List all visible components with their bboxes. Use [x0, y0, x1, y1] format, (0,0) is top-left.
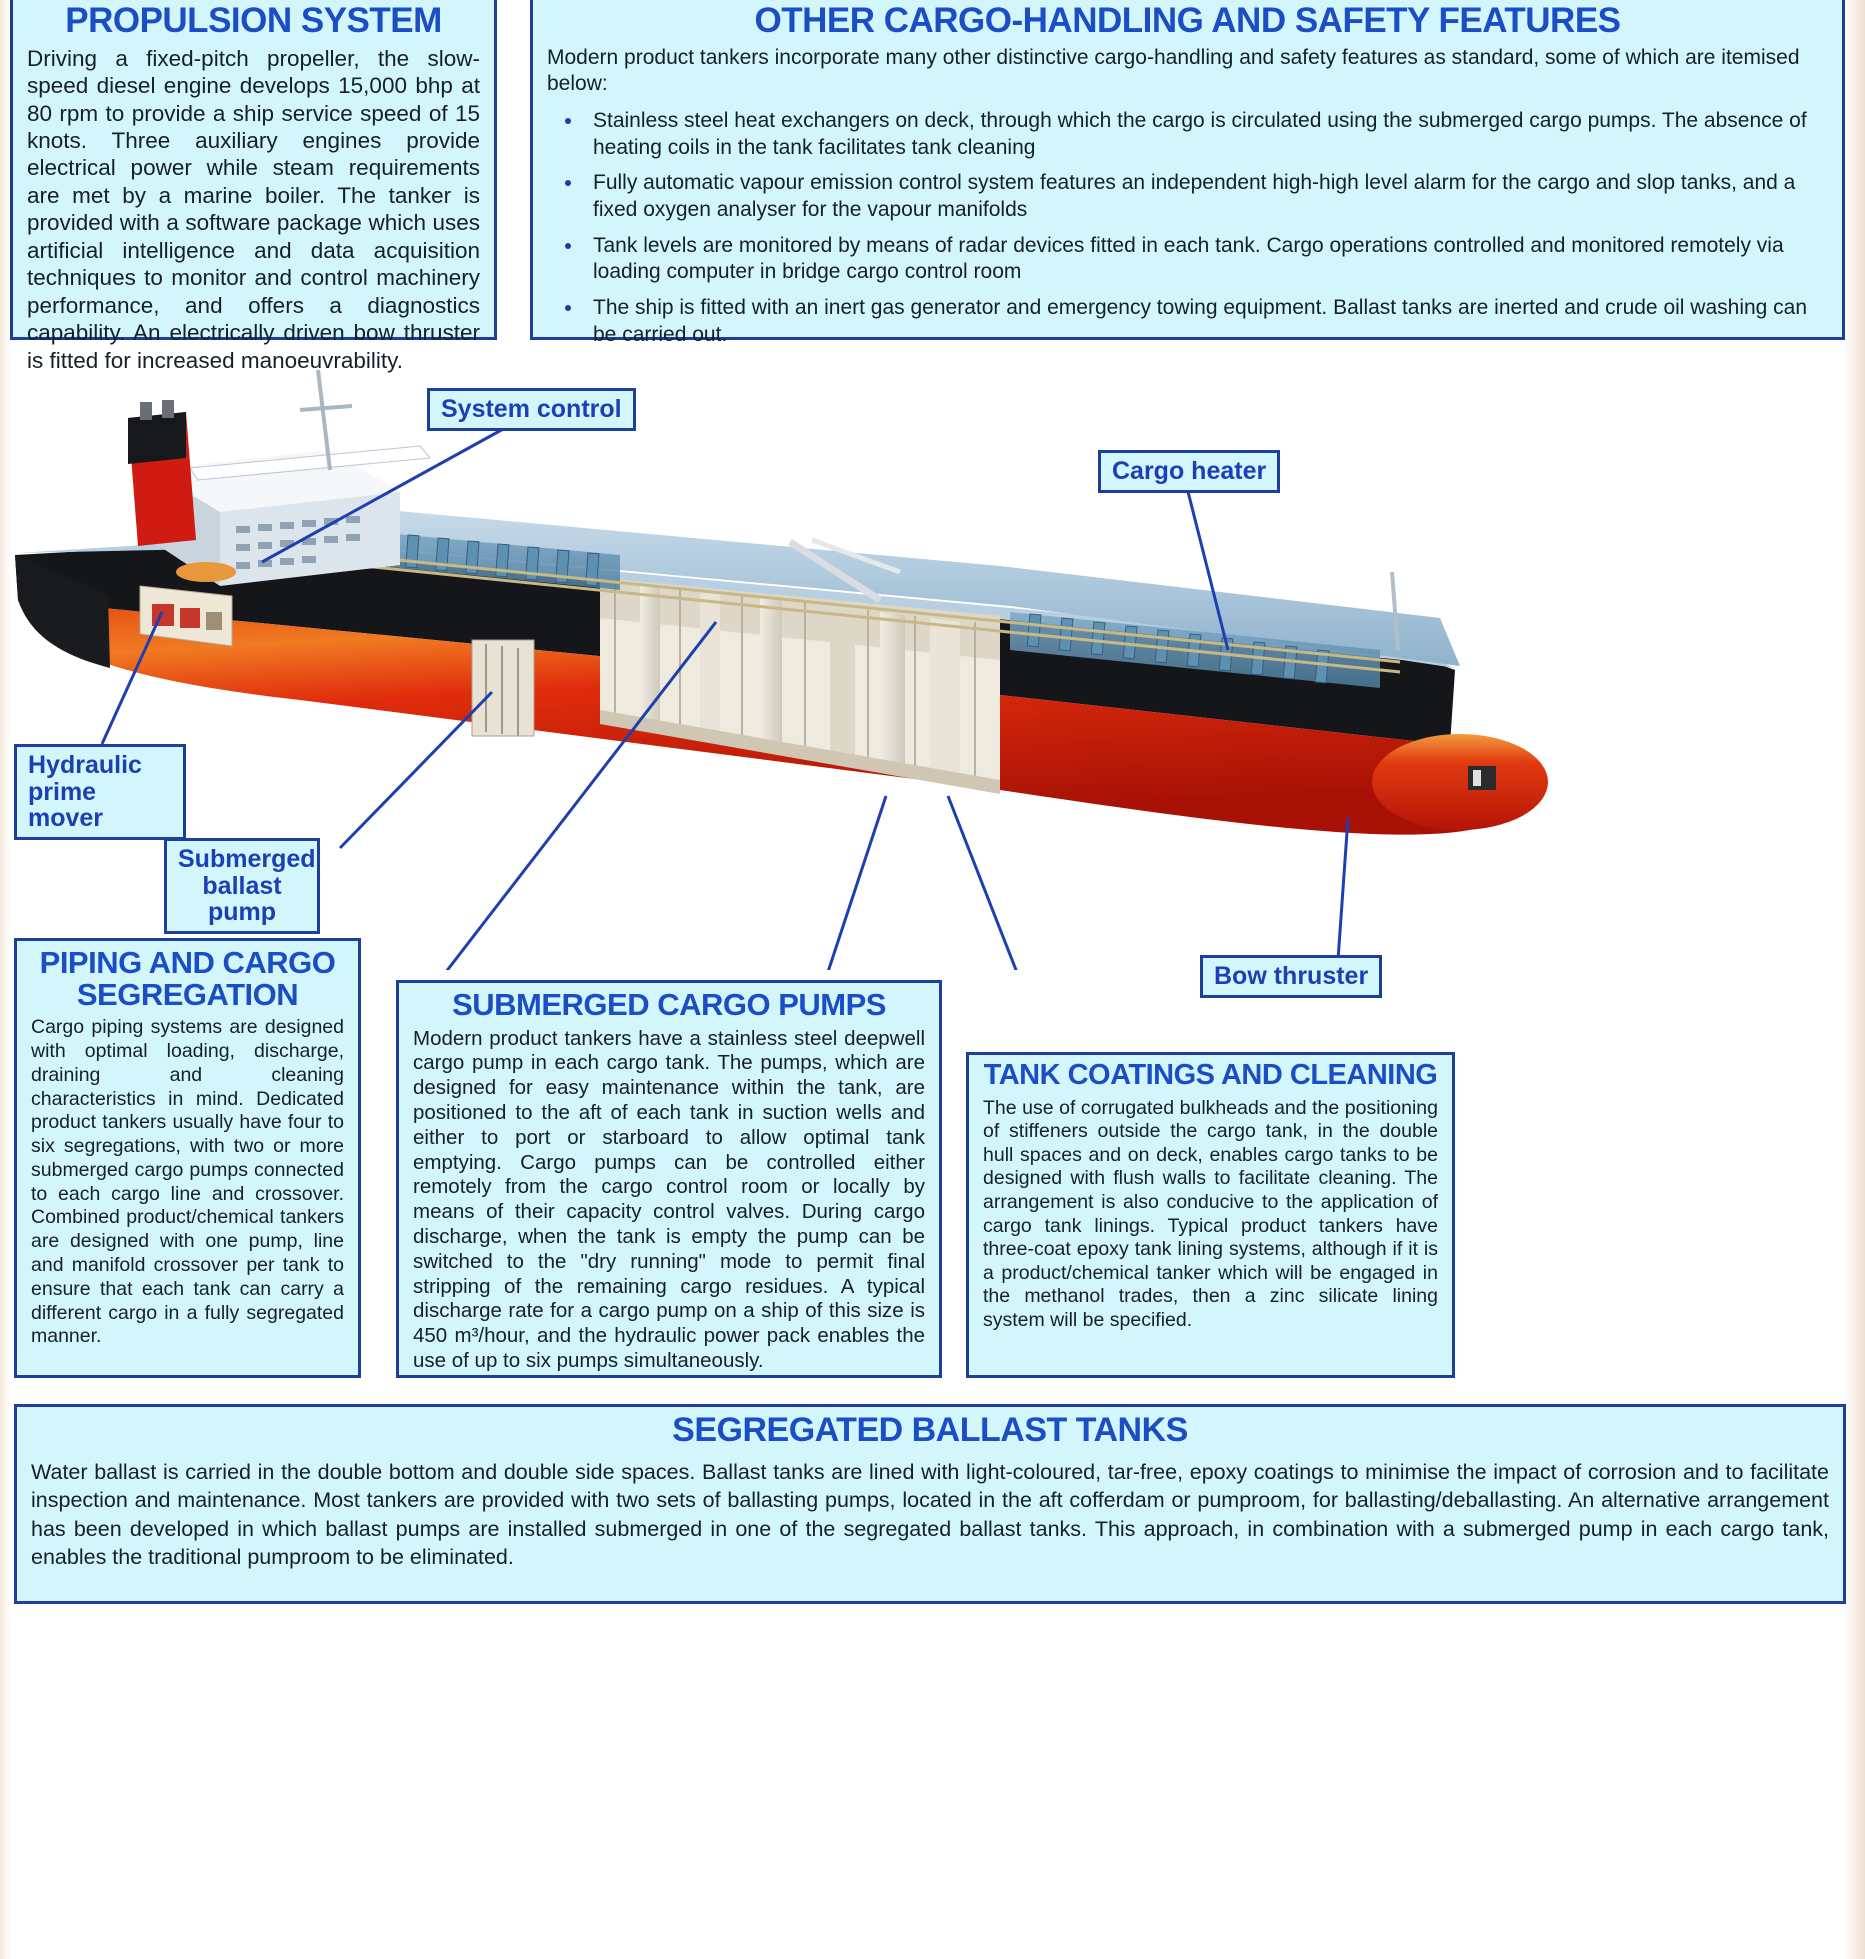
leader-submerged-ballast-pump — [340, 692, 492, 848]
bullet-dot-icon — [565, 305, 571, 311]
panel-segregated-ballast-tanks — [14, 1404, 1846, 1604]
mast-yard — [300, 406, 352, 410]
callout-system-control — [427, 388, 636, 431]
panel-coatings-title: TANK COATINGS AND CLEANING — [983, 1059, 1438, 1091]
panel-piping-title: PIPING AND CARGO SEGREGATION — [39, 945, 336, 1012]
bulbous-bow — [1372, 734, 1548, 830]
list-item-text: Fully automatic vapour emission control system features an independent high-high level alarm for the cargo and slop tanks, and a fixed oxygen analyser for the vapour manifolds — [593, 171, 1796, 221]
panel-propulsion-title: PROPULSION SYSTEM — [65, 1, 442, 40]
panel-ballast-title: SEGREGATED BALLAST TANKS — [672, 1411, 1188, 1449]
callout-bow-thruster — [1200, 955, 1382, 998]
callout-hydraulic-line2: prime mover — [28, 777, 104, 832]
panel-coatings-body: The use of corrugated bulkheads and the positioning of stiffeners outside the cargo tank, in the double hull spaces and on deck, enables cargo tanks to be designed with flush walls to facilitate cleaning. The arrangement is also conducive to the application of cargo tank linings. Typical product tankers have three-coat epoxy tank lining systems, although if it is a product/chemical tanker which will be engaged in the methanol trades, then a zinc silicate lining system will be specified. — [983, 1096, 1438, 1331]
bow-thruster-blade — [1473, 770, 1481, 786]
list-item-text: Tank levels are monitored by means of radar devices fitted in each tank. Cargo operations controlled and monitored remotely via loading computer in bridge cargo control room — [593, 233, 1784, 284]
callout-cargo-heater-label: Cargo heater — [1112, 457, 1267, 485]
panel-piping-and-cargo-segregation — [14, 938, 361, 1378]
callout-bow-thruster-label: Bow thruster — [1214, 962, 1369, 990]
list-item-text: The ship is fitted with an inert gas generator and emergency towing equipment. Ballast tanks are inerted and crude oil washing can be carried out. — [593, 295, 1808, 346]
leader-bow-thruster — [1338, 818, 1348, 960]
panel-piping-body: Cargo piping systems are designed with optimal loading, discharge, draining and cleaning characteristics in mind. Dedicated product tankers usually have four to six segregations, with two or more submerged cargo pumps connected to each cargo line and crossover. Combined product/chemical tankers are designed with one pump, line and manifold crossover per tank to ensure that each tank can carry a different cargo in a fully segregated manner. — [31, 1016, 344, 1348]
list-item — [547, 295, 1828, 348]
panel-submerged-cargo-pumps — [396, 980, 942, 1378]
bow-thruster-tunnel — [1468, 766, 1496, 790]
panel-tank-coatings-and-cleaning — [966, 1052, 1455, 1378]
callout-ballast-pump-line2: ballast pump — [202, 871, 282, 926]
panel-other-title: OTHER CARGO-HANDLING AND SAFETY FEATURES — [754, 1, 1621, 40]
leader-piping-cargo-segregation — [822, 796, 886, 970]
callout-hydraulic-prime-mover — [14, 744, 186, 840]
panel-propulsion-system — [10, 0, 497, 373]
list-item — [547, 233, 1828, 286]
list-item-text: Stainless steel heat exchangers on deck, through which the cargo is circulated using the submerged cargo pumps. The absence of heating coils in the tank facilitates tank cleaning — [593, 109, 1807, 159]
list-item — [547, 108, 1828, 161]
bullet-dot-icon — [565, 243, 571, 249]
callout-submerged-ballast-pump — [164, 838, 320, 934]
lifeboat — [176, 562, 236, 582]
page-edge-right — [1843, 0, 1865, 1959]
panel-pumps-body: Modern product tankers have a stainless steel deepwell cargo pump in each cargo tank. The pumps, which are designed for easy maintenance within the tank, are positioned to the aft of each tank in suction wells and either to port or starboard to allow optimal tank emptying. Cargo pumps can be controlled either remotely from the cargo control room or locally by means of their capacity control valves. During cargo discharge, when the tank is empty the pump can be switched to the "dry running" mode to permit final stripping of the remaining cargo residues. A typical discharge rate for a cargo pump on a ship of this size is 450 m³/hour, and the hydraulic power pack enables the use of up to six pumps simultaneously. — [413, 1026, 925, 1372]
other-features-bullet-list — [547, 108, 1828, 348]
panel-pumps-title: SUBMERGED CARGO PUMPS — [452, 987, 886, 1022]
bullet-dot-icon — [565, 180, 571, 186]
callout-hydraulic-line1: Hydraulic — [28, 751, 142, 779]
bullet-dot-icon — [565, 118, 571, 124]
callout-cargo-heater — [1098, 450, 1280, 493]
callout-system-control-label: System control — [441, 395, 622, 423]
callout-ballast-pump-line1: Submerged — [178, 845, 316, 873]
list-item — [547, 170, 1828, 223]
leader-tank-coatings — [948, 796, 1052, 970]
funnel — [128, 400, 196, 546]
panel-other-cargo-handling-safety — [530, 0, 1845, 346]
panel-propulsion-body: Driving a fixed-pitch propeller, the slow-speed diesel engine develops 15,000 bhp at 80 rpm to provide a ship service speed of 15 knots. Three auxiliary engines provide electrical power while steam requirements are met by a marine boiler. The tanker is provided with a software package which uses artificial intelligence and data acquisition techniques to monitor and control machinery performance, and offers a diagnostics capability. An electrically driven bow thruster is fitted for increased manoeuvrability. — [27, 45, 480, 373]
page-edge-left — [0, 0, 10, 1959]
panel-other-intro: Modern product tankers incorporate many other distinctive cargo-handling and safety features as standard, some of which are itemised below: — [547, 45, 1800, 96]
panel-ballast-body: Water ballast is carried in the double bottom and double side spaces. Ballast tanks are lined with light-coloured, tar-free, epoxy coatings to minimise the impact of corrosion and to facilitate inspection and maintenance. Most tankers are provided with two sets of ballasting pumps, located in the aft cofferdam or pumproom, for ballasting/deballasting. An alternative arrangement has been developed in which ballast pumps are installed submerged in one of the segregated ballast tanks. This approach, in combination with a submerged pump in each cargo tank, enables the traditional pumproom to be eliminated. — [31, 1459, 1829, 1570]
